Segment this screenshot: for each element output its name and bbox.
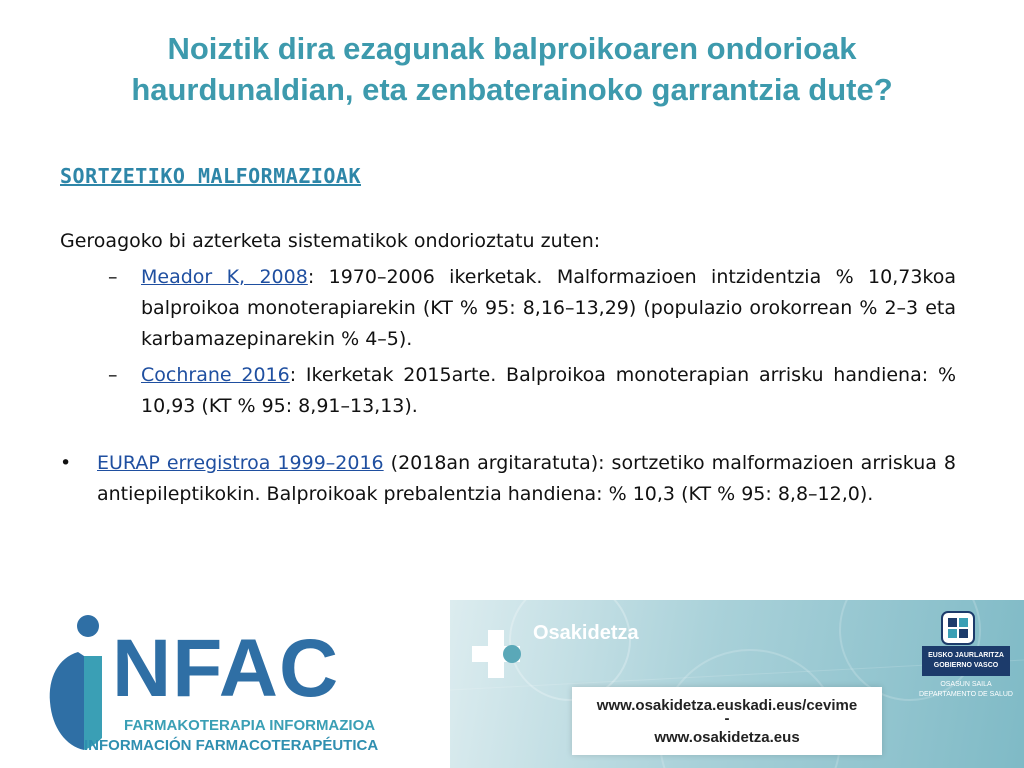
infac-logo-text: NFAC (112, 623, 340, 714)
reference-link-meador[interactable]: Meador K, 2008 (141, 266, 308, 288)
government-label-es: GOBIERNO VASCO (933, 662, 999, 669)
list-item-text: (2018an argitaratuta): sortzetiko malformazioen arriskua 8 antiepileptikokin. Balproikoak prebalentzia handiena: % 10,3 (KT % 95: 8,8–12,0). (97, 452, 956, 505)
slide-title (20, 28, 1004, 110)
infac-logo-icon (44, 612, 116, 752)
osakidetza-cross-icon (470, 626, 526, 682)
list-item-eurap (60, 448, 956, 510)
title-line-2: haurdunaldian, eta zenbaterainoko garrantzia dute? (131, 72, 893, 107)
bullet-marker: • (60, 452, 72, 474)
government-label-box (922, 646, 1010, 676)
list-item-cochrane (108, 360, 956, 422)
url-cevime[interactable]: www.osakidetza.euskadi.eus/cevime (596, 697, 858, 714)
url-box (572, 687, 882, 755)
infac-subtitle-es: INFORMACIÓN FARMACOTERAPÉUTICA (84, 737, 379, 754)
intro-text: Geroagoko bi azterketa sistematikok ondorioztatu zuten: (60, 230, 601, 252)
government-label-eu: EUSKO JAURLARITZA (928, 652, 1004, 659)
osakidetza-name: Osakidetza (533, 622, 639, 644)
health-department-es: DEPARTAMENTO DE SALUD (918, 691, 1013, 698)
title-line-1: Noiztik dira ezagunak balproikoaren ondorioak (167, 31, 857, 66)
list-item-text: : Ikerketak 2015arte. Balproikoa monoterapian arrisku handiena: % 10,93 (KT % 95: 8,91–13,13). (141, 364, 956, 417)
list-item-content (97, 448, 956, 510)
list-item-meador (108, 262, 956, 355)
url-separator: - (724, 710, 730, 727)
dash-marker: – (108, 364, 118, 386)
list-item-content (141, 360, 956, 422)
url-osakidetza[interactable]: www.osakidetza.eus (654, 729, 800, 746)
reference-link-eurap[interactable]: EURAP erregistroa 1999–2016 (97, 452, 384, 474)
list-item-text: : 1970–2006 ikerketak. Malformazioen intzidentzia % 10,73koa balproikoa monoterapiarekin (KT % 95: 8,16–13,29) (populazio orokorrean % 2–3 eta karbamazepinarekin % 4–5). (141, 266, 956, 350)
basque-government-emblem-icon (932, 608, 984, 646)
reference-link-cochrane[interactable]: Cochrane 2016 (141, 364, 290, 386)
health-department-label (914, 680, 1018, 700)
section-heading: SORTZETIKO MALFORMAZIOAK (60, 164, 361, 188)
dash-marker: – (108, 266, 118, 288)
infac-subtitle-eu: FARMAKOTERAPIA INFORMAZIOA (124, 717, 376, 734)
list-item-content (141, 262, 956, 355)
health-department-eu: OSASUN SAILA (940, 681, 992, 688)
